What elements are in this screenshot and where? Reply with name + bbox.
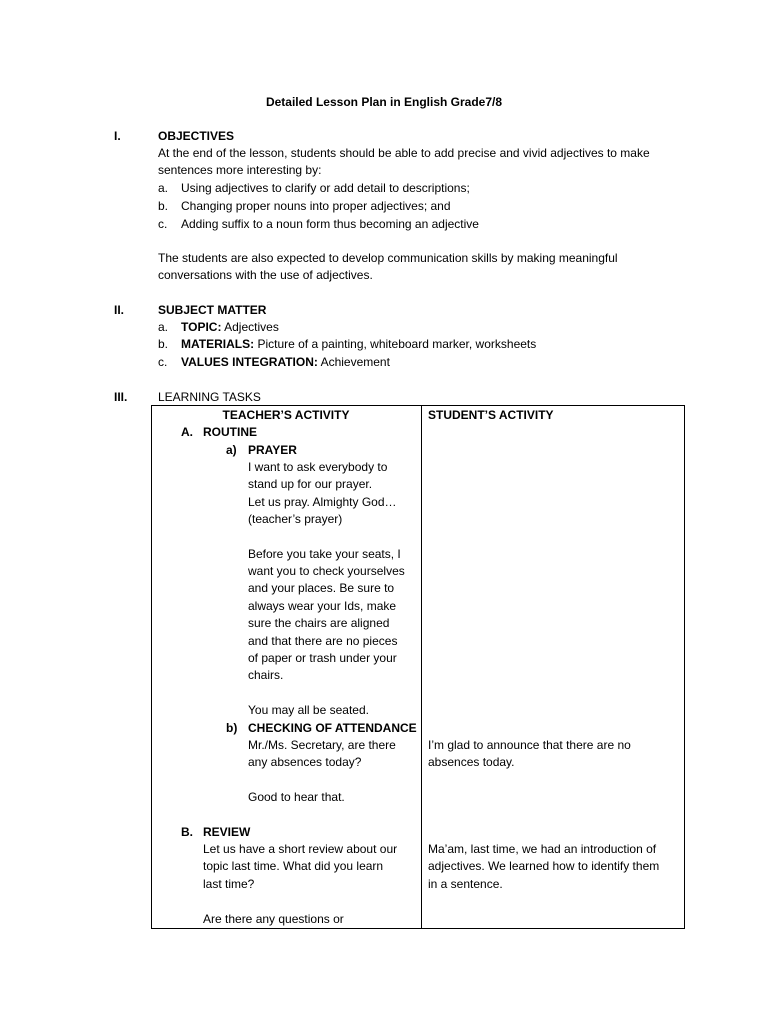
section-number-subject-matter: II.	[114, 303, 125, 317]
objective-letter-c: c.	[158, 217, 168, 231]
review-text-line: Let us have a short review about our	[203, 842, 398, 856]
section-heading-subject-matter: SUBJECT MATTER	[158, 303, 267, 317]
review-student-line: adjectives. We learned how to identify them	[428, 859, 660, 873]
prayer-text-line: always wear your Ids, make	[248, 599, 397, 613]
subject-item-topic	[181, 319, 279, 336]
subject-value-values: Achievement	[317, 355, 390, 369]
section-heading-learning-tasks: LEARNING TASKS	[158, 390, 261, 404]
subject-letter-a: a.	[158, 320, 169, 334]
prayer-text-line: Before you take your seats, I	[248, 547, 401, 561]
prayer-text-line: and your places. Be sure to	[248, 581, 395, 595]
prayer-heading: PRAYER	[248, 443, 297, 457]
attendance-heading: CHECKING OF ATTENDANCE	[248, 721, 417, 735]
prayer-text-line: of paper or trash under your	[248, 651, 397, 665]
prayer-text-line: stand up for our prayer.	[248, 477, 373, 491]
attendance-letter: b)	[226, 721, 238, 735]
prayer-text-line: Let us pray. Almighty God…	[248, 495, 397, 509]
attendance-text-line: Mr./Ms. Secretary, are there	[248, 738, 396, 752]
subject-label-materials: MATERIALS:	[181, 337, 255, 351]
objectives-intro-line-2: sentences more interesting by:	[158, 163, 322, 177]
subject-value-topic: Adjectives	[221, 320, 279, 334]
objective-letter-b: b.	[158, 199, 169, 213]
objectives-extra-line-1: The students are also expected to develop communication skills by making meaningful	[158, 251, 618, 265]
objective-letter-a: a.	[158, 181, 169, 195]
review-text-line: topic last time. What did you learn	[203, 859, 384, 873]
routine-letter: A.	[181, 425, 193, 439]
subject-item-materials	[181, 336, 536, 353]
objective-text-c: Adding suffix to a noun form thus becoming an adjective	[181, 217, 479, 231]
attendance-student-line: absences today.	[428, 755, 515, 769]
routine-heading: ROUTINE	[203, 425, 257, 439]
section-number-learning-tasks: III.	[114, 390, 128, 404]
review-student-line: in a sentence.	[428, 877, 503, 891]
teacher-activity-header: TEACHER’S ACTIVITY	[222, 408, 350, 422]
review-student-line: Ma’am, last time, we had an introduction of	[428, 842, 657, 856]
attendance-text-line: any absences today?	[248, 755, 362, 769]
prayer-text-line: want you to check yourselves	[248, 564, 405, 578]
prayer-text-line: (teacher’s prayer)	[248, 512, 343, 526]
document-title: Detailed Lesson Plan in English Grade7/8	[265, 95, 503, 109]
section-heading-objectives: OBJECTIVES	[158, 129, 235, 143]
subject-value-materials: Picture of a painting, whiteboard marker, worksheets	[254, 337, 537, 351]
attendance-text-line: Good to hear that.	[248, 790, 345, 804]
review-letter: B.	[181, 825, 193, 839]
subject-letter-b: b.	[158, 337, 169, 351]
review-text-line: last time?	[203, 877, 255, 891]
student-activity-header: STUDENT’S ACTIVITY	[428, 408, 554, 422]
prayer-letter: a)	[226, 443, 237, 457]
attendance-student-line: I’m glad to announce that there are no	[428, 738, 631, 752]
objective-text-a: Using adjectives to clarify or add detail to descriptions;	[181, 181, 470, 195]
prayer-text-line: and that there are no pieces	[248, 634, 398, 648]
subject-label-topic: TOPIC:	[181, 320, 222, 334]
objectives-intro-line-1: At the end of the lesson, students should be able to add precise and vivid adjectives to make	[158, 146, 650, 160]
objective-text-b: Changing proper nouns into proper adjectives; and	[181, 199, 451, 213]
review-text-line: Are there any questions or	[203, 912, 344, 926]
prayer-text-line: I want to ask everybody to	[248, 460, 388, 474]
prayer-text-line: chairs.	[248, 668, 284, 682]
subject-label-values: VALUES INTEGRATION:	[181, 355, 318, 369]
review-heading: REVIEW	[203, 825, 251, 839]
prayer-text-line: sure the chairs are aligned	[248, 616, 390, 630]
prayer-text-line: You may all be seated.	[248, 703, 369, 717]
subject-letter-c: c.	[158, 355, 168, 369]
section-number-objectives: I.	[114, 129, 121, 143]
table-column-divider	[421, 405, 422, 929]
objectives-extra-line-2: conversations with the use of adjectives.	[158, 268, 373, 282]
subject-item-values	[181, 354, 390, 371]
